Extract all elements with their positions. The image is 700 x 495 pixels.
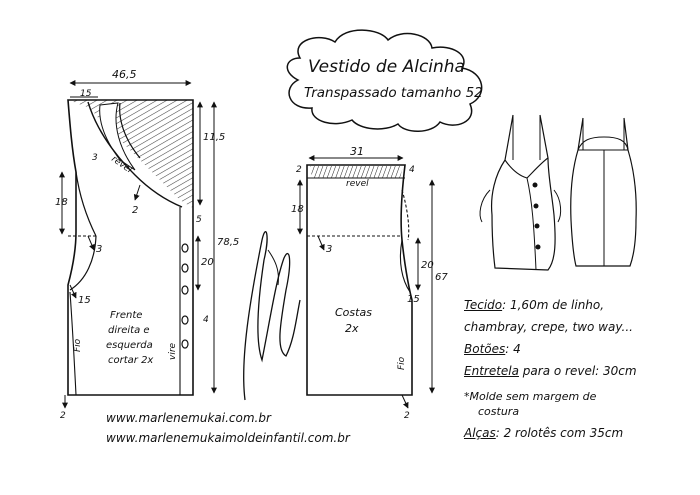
front-armhole: 18: [55, 197, 68, 208]
front-hem-2: 2: [60, 411, 66, 421]
note-alcas-label: Alças: [464, 426, 496, 440]
back-hem-2: 2: [404, 411, 410, 421]
back-facing-label: revel: [346, 179, 369, 189]
front-side-4: 4: [203, 315, 209, 325]
back-side-num: 4: [409, 165, 415, 175]
title-cloud: [287, 30, 482, 131]
back-hatched-facing: [310, 166, 403, 178]
note-entretela: [464, 364, 637, 378]
website-2: www.marlenemukaimoldeinfantil.com.br: [106, 431, 350, 445]
note-tecido-label: Tecido: [464, 298, 503, 312]
note-alcas-text: : 2 rolotês com 35cm: [495, 426, 624, 440]
button-1: [182, 244, 188, 252]
front-hip: 20: [201, 257, 214, 268]
back-length: 67: [435, 272, 448, 283]
front-fold: vire: [168, 342, 178, 360]
back-dart-3: 3: [326, 244, 333, 255]
back-top-num: 2: [296, 165, 302, 175]
front-facing-label: revel: [109, 154, 134, 176]
note-molde-2: costura: [478, 405, 520, 418]
back-top-width: 31: [350, 145, 364, 158]
title-line2: Transpassado tamanho 52: [304, 85, 483, 101]
front-buttons: [182, 244, 188, 348]
note-botoes: [464, 342, 521, 356]
back-label-1: Costas: [335, 306, 372, 319]
note-tecido: [464, 298, 604, 312]
note-molde: *Molde sem margem de: [464, 390, 597, 403]
back-hem-offset: 15: [407, 294, 420, 305]
button-4: [182, 316, 188, 324]
note-botoes-label: Botões: [464, 342, 506, 356]
front-top-width: 46,5: [112, 68, 137, 81]
back-grain: Fio: [397, 356, 407, 370]
front-label-2: direita e: [108, 325, 150, 336]
front-dart-3: 3: [92, 153, 98, 163]
front-label-1: Frente: [110, 310, 143, 321]
front-label-4: cortar 2x: [108, 355, 154, 366]
button-2: [182, 264, 188, 272]
front-corner-num: 2: [132, 205, 139, 216]
front-dart-3b: 3: [96, 244, 103, 255]
front-dress-sketch: [480, 115, 561, 270]
note-botoes-text: : 4: [505, 342, 521, 356]
button-3: [182, 286, 188, 294]
front-neck-width: 15: [80, 89, 92, 99]
title-line1: Vestido de Alcinha: [308, 57, 465, 77]
front-label-3: esquerda: [106, 340, 153, 351]
button-5: [182, 340, 188, 348]
back-hip: 20: [421, 260, 434, 271]
front-grain: Fio: [73, 338, 83, 352]
front-num-5: 5: [196, 215, 202, 225]
note-entretela-text: para o revel: 30cm: [518, 364, 637, 378]
note-entretela-label: Entretela: [464, 364, 519, 378]
front-hatched-yoke: [68, 100, 193, 208]
back-pattern: [291, 145, 448, 421]
back-label-2: 2x: [345, 322, 359, 335]
note-tecido-2: chambray, crepe, two way...: [464, 320, 633, 334]
note-alcas: [464, 426, 623, 440]
back-armhole: 18: [291, 204, 304, 215]
website-1: www.marlenemukai.com.br: [106, 411, 271, 425]
note-tecido-text: : 1,60m de linho,: [502, 298, 605, 312]
front-pattern: [55, 68, 239, 421]
front-total-length: 78,5: [217, 237, 240, 248]
signature: [244, 232, 300, 400]
front-yoke-depth: 11,5: [203, 132, 226, 143]
front-hem-offset: 15: [78, 295, 91, 306]
back-dress-sketch: [571, 118, 636, 266]
